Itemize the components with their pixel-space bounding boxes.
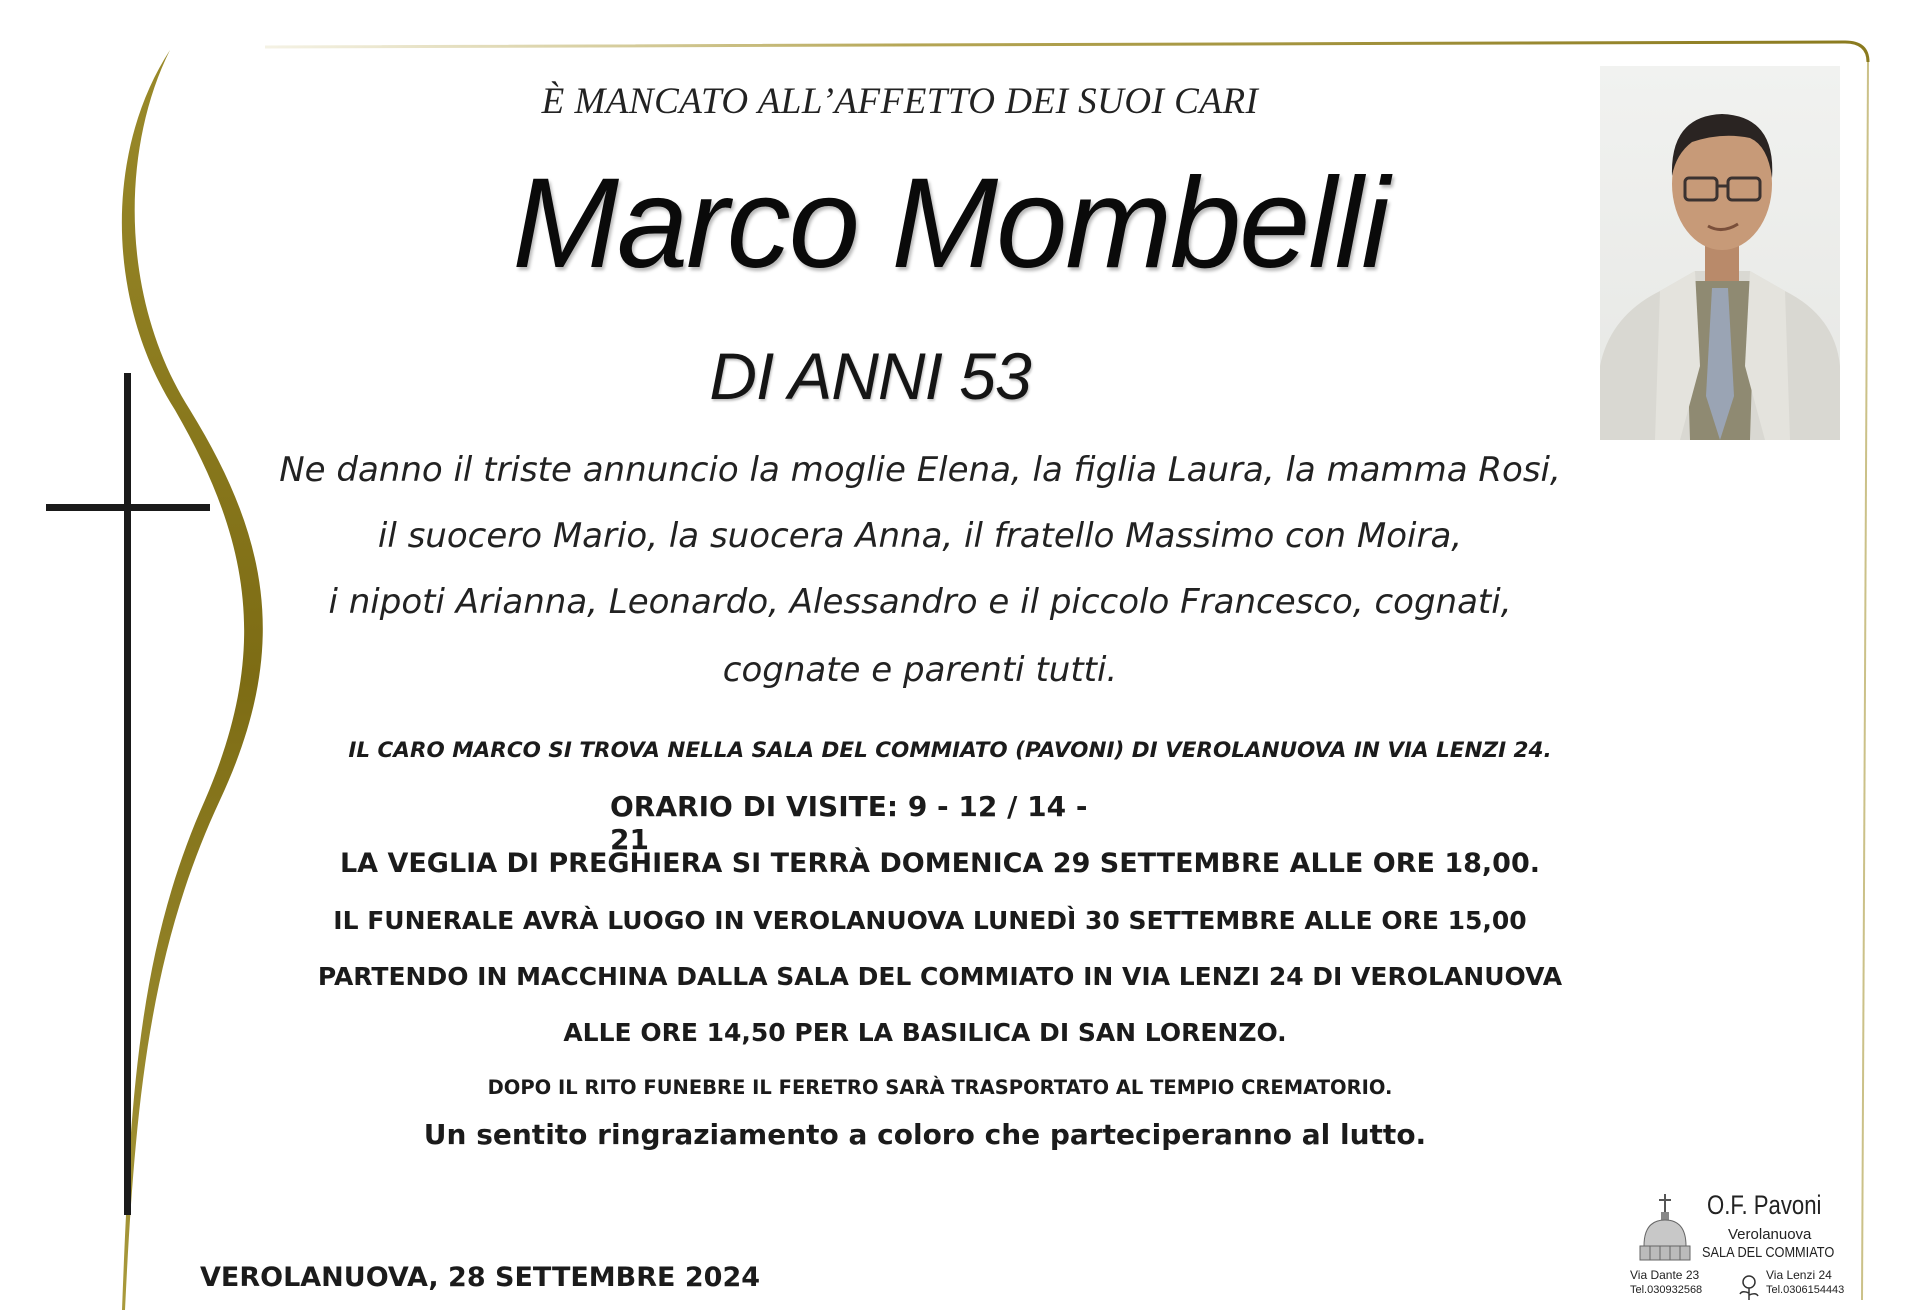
funeral-home-hall: SALA DEL COMMIATO (1702, 1244, 1835, 1261)
funeral-details-line: IL FUNERALE AVRÀ LUOGO IN VEROLANUOVA LUNEDÌ 30 SETTEMBRE ALLE ORE 15,00 (333, 906, 1527, 935)
deceased-age: DI ANNI 53 (709, 339, 1031, 413)
funeral-home-name: O.F. Pavoni (1707, 1190, 1822, 1220)
prayer-vigil: LA VEGLIA DI PREGHIERA SI TERRÀ DOMENICA 29 SETTEMBRE ALLE ORE 18,00. (339, 848, 1541, 879)
wake-location: IL CARO MARCO SI TROVA NELLA SALA DEL COMMIATO (PAVONI) DI VEROLANUOVA IN VIA LENZI 24. (348, 738, 1552, 763)
announcement-line: i nipoti Arianna, Leonardo, Alessandro e il piccolo Francesco, cognati, (328, 582, 1512, 622)
portrait-illustration (1600, 66, 1840, 440)
funeral-home-town: Verolanuova (1728, 1226, 1812, 1243)
cross-vertical (124, 373, 131, 1215)
funeral-home-phone: Tel.030932568 (1630, 1284, 1703, 1296)
announcement-line: il suocero Mario, la suocera Anna, il fratello Massimo con Moira, (377, 516, 1463, 556)
funeral-home-logo (1630, 1190, 1850, 1300)
funeral-details-line: PARTENDO IN MACCHINA DALLA SALA DEL COMMIATO IN VIA LENZI 24 DI VEROLANUOVA (317, 962, 1563, 991)
funeral-home-phone: Tel.0306154443 (1766, 1284, 1845, 1296)
funeral-home-address: Via Dante 23 (1630, 1268, 1700, 1282)
date-place: VEROLANUOVA, 28 SETTEMBRE 2024 (200, 1262, 761, 1293)
funeral-details-line: ALLE ORE 14,50 PER LA BASILICA DI SAN LORENZO. (563, 1018, 1287, 1047)
notice-subtitle: È MANCATO ALL’AFFETTO DEI SUOI CARI (541, 81, 1259, 122)
portrait-photo (1600, 66, 1840, 440)
church-dome-icon (1630, 1190, 1700, 1270)
gold-swoosh (122, 50, 263, 1310)
announcement-line: Ne danno il triste annuncio la moglie Elena, la figlia Laura, la mamma Rosi, (279, 450, 1561, 490)
cross-horizontal (46, 504, 210, 511)
deceased-name: Marco Mombelli (512, 152, 1388, 295)
announcement-line: cognate e parenti tutti. (722, 650, 1118, 690)
right-border-line (1862, 62, 1868, 1300)
thanks-line: Un sentito ringraziamento a coloro che parteciperanno al lutto. (423, 1118, 1427, 1151)
funeral-home-address: Via Lenzi 24 (1766, 1268, 1832, 1282)
cremation-note: DOPO IL RITO FUNEBRE IL FERETRO SARÀ TRASPORTATO AL TEMPIO CREMATORIO. (487, 1076, 1393, 1099)
top-border-line (265, 42, 1868, 62)
visiting-hours: ORARIO DI VISITE: 9 - 12 / 14 - 21 (610, 790, 1088, 856)
rose-icon (1734, 1274, 1764, 1300)
